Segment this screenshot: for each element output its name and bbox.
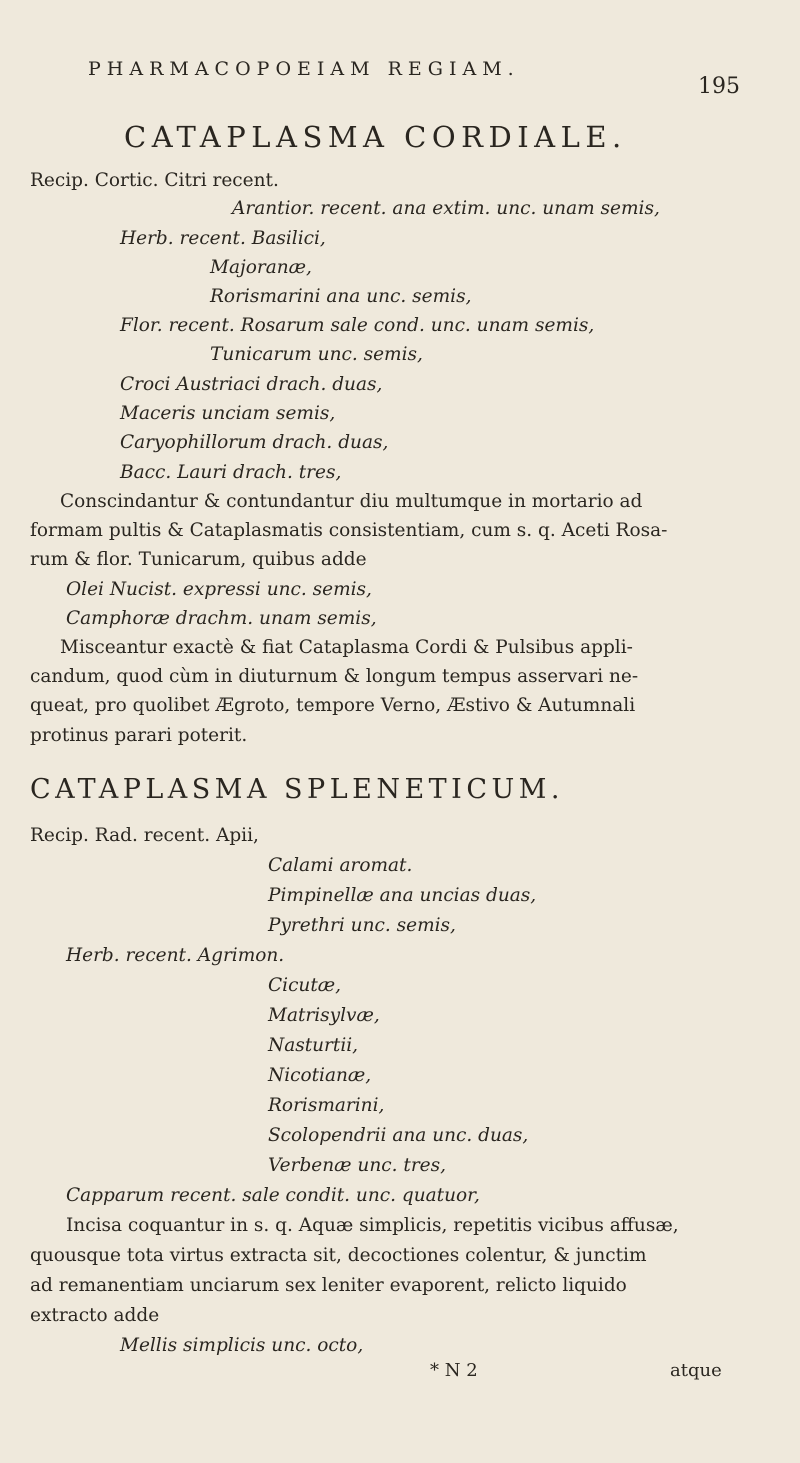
recipe-line: Cicutæ,: [268, 975, 342, 996]
body-line: Conscindantur & contundantur diu multumque in mortario ad: [60, 491, 643, 512]
signature-mark: * N 2: [430, 1360, 478, 1381]
recipe-line: Pyrethri unc. semis,: [268, 915, 456, 936]
page-number: 195: [698, 74, 740, 99]
running-head: PHARMACOPOEIAM REGIAM.: [88, 58, 520, 80]
recipe-line: Nasturtii,: [268, 1035, 359, 1056]
recipe-line: Croci Austriaci drach. duas,: [120, 374, 383, 395]
recipe-line: Rorismarini ana unc. semis,: [210, 286, 472, 307]
recipe-line: Olei Nucist. expressi unc. semis,: [66, 579, 372, 600]
recipe-line: Rorismarini,: [268, 1095, 385, 1116]
recipe-line: Flor. recent. Rosarum sale cond. unc. unam semis,: [120, 315, 595, 336]
recipe-line: Arantior. recent. ana extim. unc. unam semis,: [232, 198, 660, 219]
recipe-line: Majoranæ,: [210, 257, 312, 278]
recipe-line: Pimpinellæ ana uncias duas,: [268, 885, 537, 906]
recipe-line: Scolopendrii ana unc. duas,: [268, 1125, 529, 1146]
body-line: extracto adde: [30, 1305, 160, 1326]
section-title-spleneticum: CATAPLASMA SPLENETICUM.: [30, 774, 564, 805]
body-line: protinus parari poterit.: [30, 725, 248, 746]
recipe-line: Caryophillorum drach. duas,: [120, 432, 389, 453]
recipe-line: Nicotianæ,: [268, 1065, 372, 1086]
recipe-line: Recip. Rad. recent. Apii,: [30, 825, 259, 846]
section-title-cordiale: CATAPLASMA CORDIALE.: [124, 120, 627, 154]
catchword: atque: [670, 1360, 722, 1381]
body-line: queat, pro quolibet Ægroto, tempore Verno, Æstivo & Autumnali: [30, 695, 636, 716]
body-line: formam pultis & Cataplasmatis consistentiam, cum s. q. Aceti Rosa-: [30, 520, 668, 541]
body-line: candum, quod cùm in diuturnum & longum tempus asservari ne-: [30, 666, 639, 687]
recipe-line: Verbenæ unc. tres,: [268, 1155, 446, 1176]
recipe-line: Matrisylvæ,: [268, 1005, 380, 1026]
recipe-line: Herb. recent. Agrimon.: [66, 945, 285, 966]
body-line: Misceantur exactè & fiat Cataplasma Cordi & Pulsibus appli-: [60, 637, 633, 658]
body-line: ad remanentiam unciarum sex leniter evaporent, relicto liquido: [30, 1275, 627, 1296]
recipe-line: Bacc. Lauri drach. tres,: [120, 462, 342, 483]
body-line: quousque tota virtus extracta sit, decoctiones colentur, & junctim: [30, 1245, 647, 1266]
recipe-line: Herb. recent. Basilici,: [120, 228, 326, 249]
recipe-line: Camphoræ drachm. unam semis,: [66, 608, 377, 629]
body-line: Incisa coquantur in s. q. Aquæ simplicis, repetitis vicibus affusæ,: [66, 1215, 679, 1236]
recipe-line: Tunicarum unc. semis,: [210, 344, 423, 365]
body-line: rum & flor. Tunicarum, quibus adde: [30, 549, 367, 570]
recipe-line: Mellis simplicis unc. octo,: [120, 1335, 364, 1356]
recipe-line: Recip. Cortic. Citri recent.: [30, 170, 279, 191]
recipe-line: Maceris unciam semis,: [120, 403, 336, 424]
recipe-line: Calami aromat.: [268, 855, 413, 876]
recipe-line: Capparum recent. sale condit. unc. quatuor,: [66, 1185, 480, 1206]
